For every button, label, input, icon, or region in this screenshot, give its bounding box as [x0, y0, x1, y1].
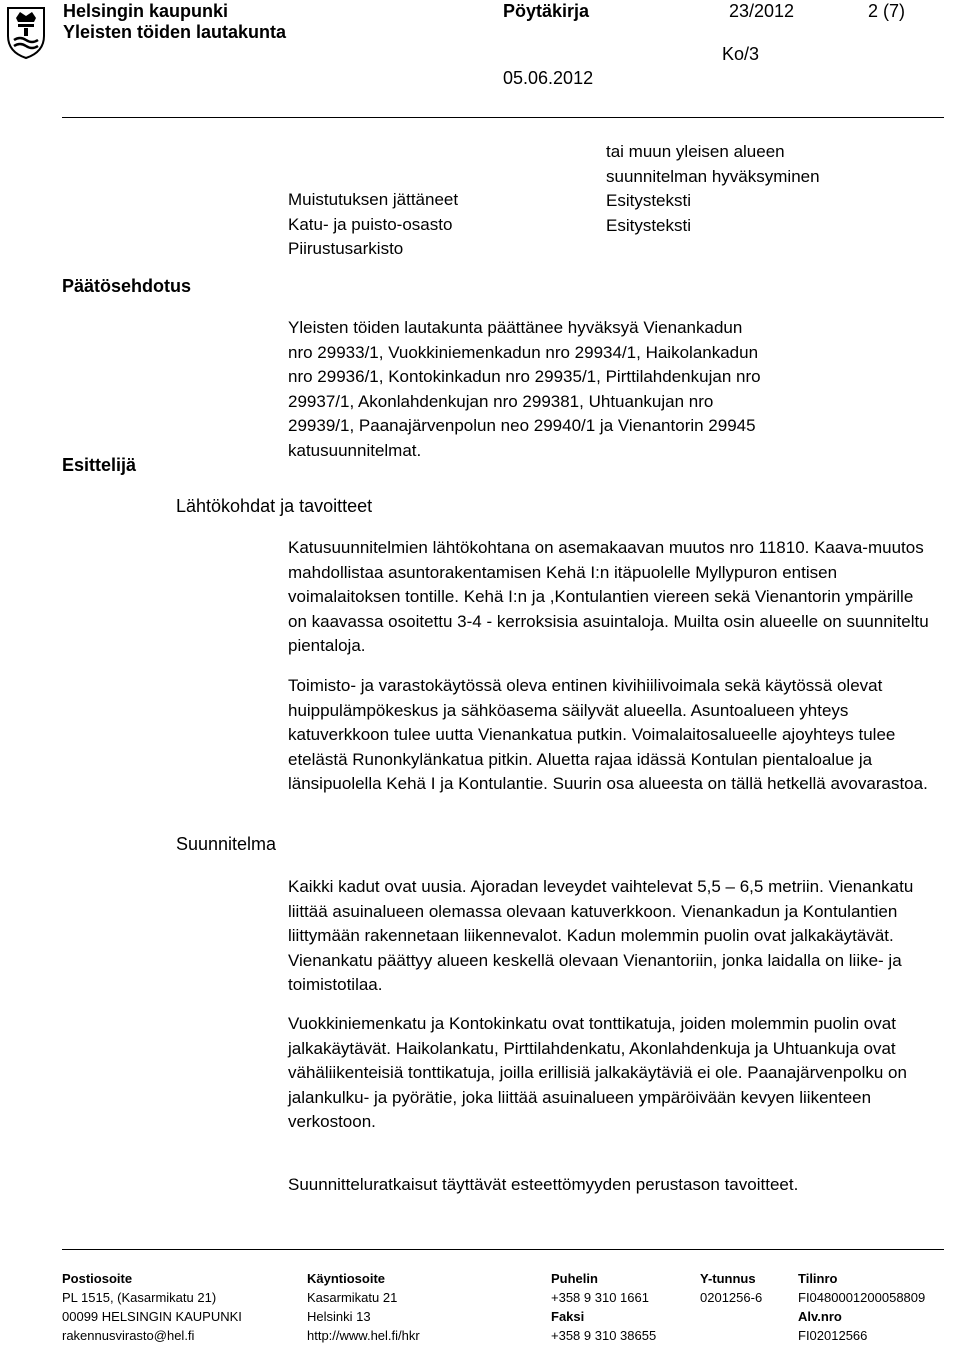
footer-vat-title: Alv.nro	[798, 1309, 842, 1324]
footer-account-title: Tilinro	[798, 1271, 838, 1286]
footer-account	[798, 1269, 925, 1345]
footer-vat-value: FI02012566	[798, 1328, 868, 1343]
footer-phone-title: Puhelin	[551, 1271, 598, 1286]
distribution-line: Katu- ja puisto-osasto	[288, 214, 453, 234]
footer-postal-line: 00099 HELSINGIN KAUPUNKI	[62, 1309, 242, 1324]
doc-type: Pöytäkirja	[503, 1, 590, 21]
paragraph-accessibility: Suunnitteluratkaisut täyttävät esteettömyyden perustason tavoitteet.	[288, 1175, 799, 1194]
subject-block	[606, 140, 906, 238]
footer-business-id-value: 0201256-6	[700, 1290, 763, 1305]
subject-line: Esitysteksti	[606, 215, 692, 235]
footer-fax-value: +358 9 310 38655	[551, 1328, 657, 1343]
distribution-line: Muistutuksen jättäneet	[288, 190, 459, 209]
footer-visit-line: Helsinki 13	[307, 1309, 371, 1324]
paragraph-lot-streets: Vuokkiniemenkatu ja Kontokinkatu ovat tonttikatuja, joiden molemmin puolin ovat jalkakäytävät. Haikolankatu, Pirttilahdenkatu, Akonlahdenkuja ja Uhtuankuja ovat vähäliikenteisiä tonttikatuja, joilla erillisiä jalkakäytäviä ei ole. Paanajärvenpolku on jalankulku- ja pyörätie, joka liittää asuinalueen ympäröivään kevyen liikenteen verkostoon.	[288, 1014, 907, 1131]
paragraph-streets: Kaikki kadut ovat uusia. Ajoradan leveydet vaihtelevat 5,5 – 6,5 metriin. Vienankatu liittää asuinalueen olemassa olevaan katuverkkoon. Vienankadun ja Kontulantien liittymään rakennetaan liikennevalot. Kadun molemmin puolin ovat jalkakäytävät. Vienankatu päättyy alueen keskellä olevaan Vienantoriin, jonka laidalla on liike- ja toimistotilaa.	[288, 877, 914, 994]
footer-postal-line: PL 1515, (Kasarmikatu 21)	[62, 1290, 217, 1305]
footer-visit-title: Käyntiosoite	[307, 1271, 386, 1286]
distribution-list	[288, 188, 548, 262]
footer-postal-title: Postiosoite	[62, 1271, 133, 1286]
label-starting-points: Lähtökohdat ja tavoitteet	[176, 496, 373, 516]
footer-account-value: FI0480001200058809	[798, 1290, 926, 1305]
header-rule	[62, 117, 944, 118]
label-presenter: Esittelijä	[62, 455, 137, 475]
footer-website[interactable]: http://www.hel.fi/hkr	[307, 1328, 420, 1343]
footer-fax-title: Faksi	[551, 1309, 585, 1324]
doc-number: 23/2012	[729, 1, 795, 21]
subject-line: suunnitelman hyväksyminen	[606, 166, 820, 186]
distribution-line: Piirustusarkisto	[288, 239, 404, 258]
subject-line: Esitysteksti	[606, 191, 692, 210]
footer-phone	[551, 1269, 656, 1345]
meeting-date: 05.06.2012	[503, 68, 594, 88]
helsinki-crest-logo	[6, 6, 46, 60]
footer-rule	[62, 1249, 944, 1250]
footer-visit	[307, 1269, 420, 1345]
footer-business-id	[700, 1269, 762, 1307]
page-number: 2 (7)	[868, 1, 906, 21]
paragraph-starting-points: Katusuunnitelmien lähtökohtana on asemakaavan muutos nro 11810. Kaava-muutos mahdollistaa asuntorakentamisen Kehä I:n itäpuolelle Myllypuron entisen voimalaitoksen tontille. Kehä I:n ja ,Kontulantien viereen sekä Vienantorin ympärille on kaavassa osoitettu 3-4 - kerroksisia asuintaloja. Muilta osin alueelle on suunniteltu pientaloja.	[288, 538, 929, 655]
proposal-text: Yleisten töiden lautakunta päättänee hyväksyä Vienankadun nro 29933/1, Vuokkiniemenkadun nro 29934/1, Haikolankadun nro 29936/1, Kontokinkadun nro 29935/1, Pirttilahdenkujan nro 29937/1, Akonlahdenkujan nro 299381, Uhtuankujan nro 29939/1, Paanajärvenpolun neo 29940/1 ja Vienantorin 29945 katusuunnitelmat.	[288, 318, 761, 460]
footer-visit-line: Kasarmikatu 21	[307, 1290, 398, 1305]
item-number: Ko/3	[722, 44, 760, 64]
label-plan: Suunnitelma	[176, 834, 277, 854]
footer-postal	[62, 1269, 242, 1345]
label-proposal: Päätösehdotus	[62, 276, 192, 296]
paragraph-area: Toimisto- ja varastokäytössä oleva entinen kivihiilivoimala sekä käytössä olevat huippulämpökeskus ja sähköasema säilyvät alueella. Asuntoalueen yhteys katuverkkoon tulee uutta Vienankatua putkin. Voimalaitosalueelle ajoyhteys tulee etelästä Runonkylänkatua pitkin. Aluetta rajaa idässä Kontulan pientaloalue ja länsipuolella Kehä I ja Kontulantie. Suurin osa alueesta on tällä hetkellä avovarastoa.	[288, 676, 928, 793]
footer-phone-value: +358 9 310 1661	[551, 1290, 649, 1305]
committee-name: Yleisten töiden lautakunta	[63, 22, 287, 42]
subject-line: tai muun yleisen alueen	[606, 142, 785, 161]
footer-business-id-title: Y-tunnus	[700, 1271, 756, 1286]
footer-email[interactable]: rakennusvirasto@hel.fi	[62, 1328, 195, 1343]
org-name: Helsingin kaupunki	[63, 1, 229, 21]
